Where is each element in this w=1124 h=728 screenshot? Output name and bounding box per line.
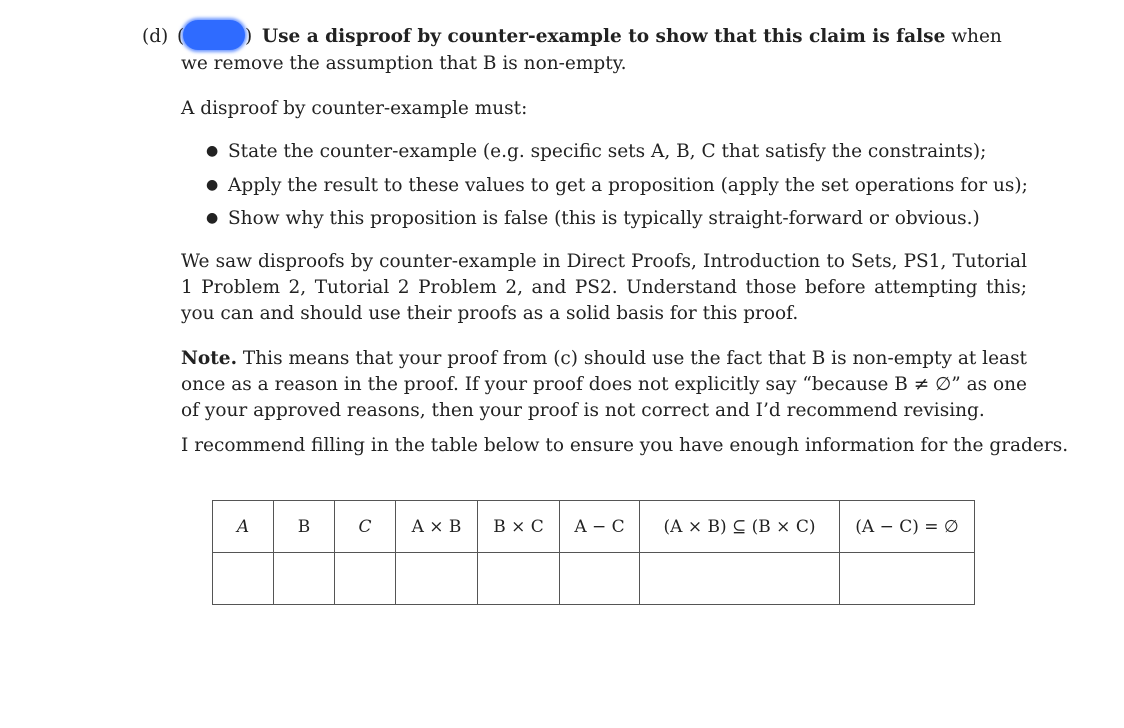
note-label: Note. bbox=[181, 348, 238, 369]
bullet-symbol: ● bbox=[206, 143, 219, 159]
redaction-blob bbox=[183, 20, 245, 50]
table-header-cell: A − C bbox=[560, 501, 640, 553]
question-label: (d) bbox=[142, 26, 169, 47]
table-row bbox=[213, 553, 975, 605]
table-header-cell: (A × B) ⊆ (B × C) bbox=[640, 501, 840, 553]
table-header-cell: (A − C) = ∅ bbox=[840, 501, 975, 553]
table-header-cell: B bbox=[274, 501, 335, 553]
intro-text: A disproof by counter-example must: bbox=[181, 98, 528, 119]
table-cell-input[interactable] bbox=[560, 553, 640, 605]
answer-table bbox=[212, 500, 975, 605]
table-cell-input[interactable] bbox=[213, 553, 274, 605]
table-cell-input[interactable] bbox=[640, 553, 840, 605]
table-header-cell: A bbox=[213, 501, 274, 553]
bullet-item: State the counter-example (e.g. specific sets A, B, C that satisfy the constraints); bbox=[228, 141, 987, 162]
note-paragraph bbox=[181, 346, 1027, 424]
bullet-item: Apply the result to these values to get a proposition (apply the set operations for us); bbox=[228, 175, 1028, 196]
table-cell-input[interactable] bbox=[274, 553, 335, 605]
question-heading-tail: when bbox=[945, 26, 1002, 47]
bullet-item: Show why this proposition is false (this is typically straight-forward or obvious.) bbox=[228, 208, 980, 229]
table-cell-input[interactable] bbox=[840, 553, 975, 605]
table-header-cell: B × C bbox=[478, 501, 560, 553]
table-cell-input[interactable] bbox=[478, 553, 560, 605]
recommend-text: I recommend filling in the table below to ensure you have enough information for the graders. bbox=[181, 435, 1069, 456]
table-cell-input[interactable] bbox=[396, 553, 478, 605]
table-header-cell: C bbox=[335, 501, 396, 553]
question-heading-bold: Use a disproof by counter-example to show that this claim is false bbox=[262, 26, 946, 47]
redaction-close-paren: ) bbox=[245, 26, 253, 47]
table-header-cell: A × B bbox=[396, 501, 478, 553]
redaction-open-paren: ( bbox=[177, 26, 185, 47]
question-line2: we remove the assumption that B is non-empty. bbox=[181, 53, 627, 74]
question-heading bbox=[262, 24, 1002, 50]
table-cell-input[interactable] bbox=[335, 553, 396, 605]
paragraph-disproofs: We saw disproofs by counter-example in Direct Proofs, Introduction to Sets, PS1, Tutorial 1 Problem 2, Tutorial 2 Problem 2, and PS2. Understand those before attempting this; you can and should use their proofs as a solid basis for this proof. bbox=[181, 251, 1027, 324]
note-text: This means that your proof from (c) should use the fact that B is non-empty at least once as a reason in the proof. If your proof does not explicitly say “because B ≠ ∅” as one of your approved reasons, then your proof is not correct and I’d recommend revising. bbox=[181, 348, 1027, 421]
table-header-row bbox=[213, 501, 975, 553]
bullet-symbol: ● bbox=[206, 210, 219, 226]
bullet-symbol: ● bbox=[206, 177, 219, 193]
